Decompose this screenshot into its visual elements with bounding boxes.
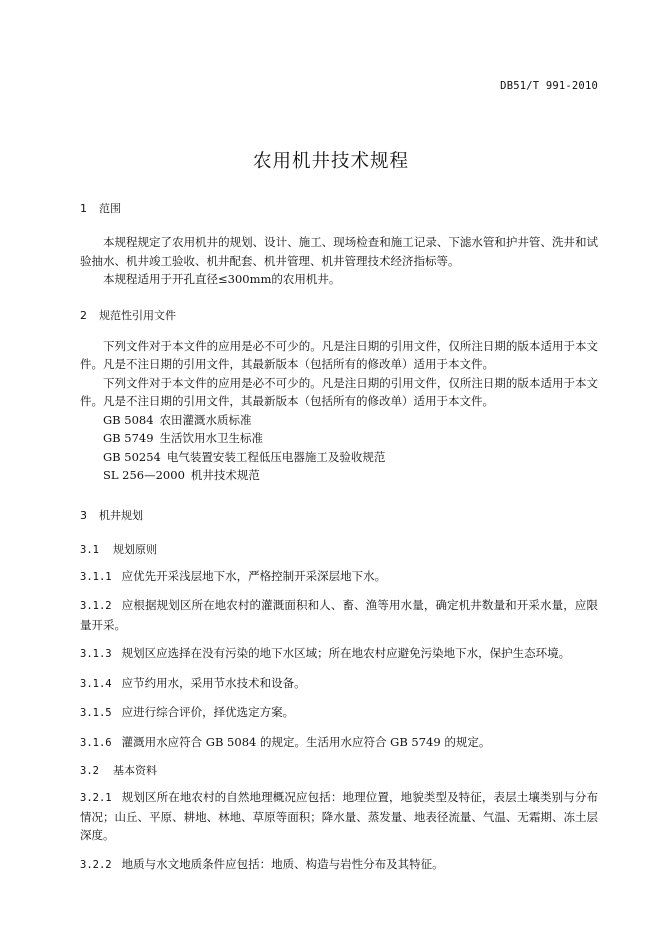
clause-number: 3.1.4 [80,677,112,690]
clause-number: 3.1.1 [80,570,112,583]
clause-3-1-5 [80,703,598,723]
clause-3-2-2 [80,855,598,875]
subsection-3-2-heading [80,762,598,778]
clause-number: 3.1.5 [80,707,112,719]
document-code: DB51/T 991-2010 [500,80,598,92]
clause-number: 3.2.1 [80,792,112,804]
reference-name: 农田灌溉水质标准 [159,412,252,427]
reference-code: GB 50254 [103,449,161,464]
clause-text: 地质与水文地质条件应包括：地质、构造与岩性分布及其特征。 [121,856,444,871]
clause-number: 3.1.6 [80,736,112,749]
document-title: 农用机井技术规程 [252,151,409,172]
subsection-3-1-heading [80,541,598,557]
clause-text: 应优先开采浅层地下水，严格控制开采深层地下水。 [121,568,387,583]
section-title: 范围 [99,202,121,215]
reference-item [80,448,598,467]
reference-name: 电气装置安装工程低压电器施工及验收规范 [166,449,386,464]
clause-3-1-6 [80,733,598,753]
clause-text: 应根据规划区所在地农村的灌溉面积和人、畜、渔等用水量，确定机井数量和开采水量，应限量开采。 [80,598,598,632]
section-title: 规范性引用文件 [99,308,176,322]
clause-number: 3.2.2 [80,858,112,871]
clause-text: 灌溉用水应符合 GB 5084 的规定。生活用水应符合 GB 5749 的规定。 [121,734,491,749]
clause-3-1-1 [80,567,598,587]
clause-3-1-3 [80,644,598,664]
paragraph: 下列文件对于本文件的应用是必不可少的。凡是注日期的引用文件，仅所注日期的版本适用于本文件。凡是不注日期的引用文件，其最新版本（包括所有的修改单）适用于本文件。 [80,338,598,371]
paragraph: 本规程规定了农用机井的规划、设计、施工、现场检查和施工记录、下滤水管和护井管、洗井和试验抽水、机井竣工验收、机井配套、机井管理、机井管理技术经济指标等。 [80,235,598,268]
clause-3-2-1 [80,788,598,845]
section-title: 机井规划 [99,508,143,522]
clause-3-1-4 [80,674,598,694]
clause-number: 3.1.3 [80,648,112,660]
clause-text: 应进行综合评价，择优选定方案。 [121,705,295,719]
paragraph: 本规程适用于开孔直径≤300mm的农用机井。 [103,272,341,286]
clause-number: 3.1.2 [80,600,112,612]
section-number: 2 [80,308,87,322]
section-number: 3 [80,508,87,522]
subsection-number: 3.2 [80,765,99,777]
section-number: 1 [80,202,87,215]
reference-item [80,411,598,430]
reference-item [80,466,598,485]
section-1-heading [80,200,598,216]
section-2-heading [80,307,598,323]
reference-code: GB 5084 [103,412,154,427]
subsection-title: 规划原则 [112,542,157,556]
reference-name: 生活饮用水卫生标准 [159,431,264,445]
reference-code: GB 5749 [103,431,154,445]
reference-code: SL 256—2000 [103,468,185,482]
paragraph: 下列文件对于本文件的应用是必不可少的。凡是注日期的引用文件，仅所注日期的版本适用于本文件。凡是不注日期的引用文件，其最新版本（包括所有的修改单）适用于本文件。 [80,375,598,408]
clause-text: 应节约用水，采用节水技术和设备。 [121,675,306,690]
subsection-title: 基本资料 [112,764,157,777]
reference-item [80,429,598,448]
clause-text: 规划区所在地农村的自然地理概况应包括：地理位置，地貌类型及特征，表层土壤类别与分布情况；山丘、平原、耕地、林地、草原等面积；降水量、蒸发量、地表径流量、气温、无霜期、冻土层深度。 [80,790,598,842]
reference-name: 机井技术规范 [190,468,260,482]
clause-3-1-2 [80,596,598,634]
document-body [80,200,598,874]
subsection-number: 3.1 [80,543,99,556]
clause-text: 规划区应选择在没有污染的地下水区域；所在地农村应避免污染地下水，保护生态环境。 [121,646,571,660]
section-3-heading [80,507,598,523]
